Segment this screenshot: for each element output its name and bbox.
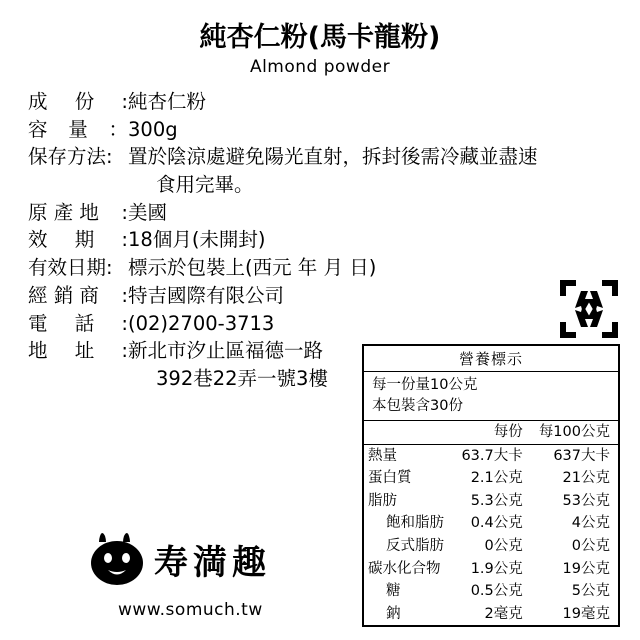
spec-value-address: 新北市汐止區福德一路 [128, 339, 324, 363]
nutrient-per-100g: 0公克 [571, 537, 610, 554]
spec-value-storage-cont: 食用完畢。 [156, 173, 254, 197]
spec-label-address: 地 址 : [28, 339, 128, 363]
spec-row-ingredients [28, 88, 588, 116]
spec-value-ingredients: 純杏仁粉 [128, 90, 207, 113]
nutrient-per-100g: 4公克 [571, 515, 610, 532]
nutrient-per-serving: 2.1公克 [470, 470, 523, 487]
table-row [364, 580, 618, 603]
nutrient-per-serving: 1.9公克 [470, 560, 523, 577]
nutrient-per-100g: 53公克 [562, 492, 610, 509]
page-subtitle: Almond powder [249, 57, 391, 78]
mascot-icon [86, 530, 148, 588]
table-row [364, 535, 618, 558]
spec-value-address-cont: 392巷22弄一號3樓 [156, 366, 328, 390]
spec-value-storage: 置於陰涼處避免陽光直射，拆封後需冷藏並盡速 [128, 145, 538, 169]
table-row [364, 603, 618, 626]
spec-label-distributor: 經 銷 商 : [28, 283, 128, 307]
nutrient-name: 熱量 [368, 447, 397, 464]
table-row [364, 490, 618, 513]
spec-value-shelflife: 18個月(未開封) [128, 228, 266, 252]
spec-row-expiry [28, 254, 588, 282]
spec-label-phone: 電 話 : [28, 311, 128, 335]
spec-value-distributor: 特吉國際有限公司 [128, 283, 285, 307]
nutrient-name: 鈉 [386, 605, 401, 622]
nutrient-per-serving: 2毫克 [484, 605, 523, 622]
recycle-mark-icon [558, 278, 620, 340]
spec-label-shelflife: 效 期 : [28, 228, 128, 252]
nutrient-name: 脂肪 [368, 492, 397, 509]
nutrition-servings-per-pack: 本包裝含30份 [372, 398, 463, 415]
spec-value-expiry: 標示於包裝上(西元 年 月 日) [128, 256, 377, 280]
table-row [364, 444, 618, 467]
nutrient-name: 蛋白質 [368, 470, 412, 487]
nutrition-serving-info [364, 372, 618, 421]
brand-website: www.somuch.tw [118, 600, 263, 620]
table-row [364, 558, 618, 581]
nutrition-header-blank [364, 421, 448, 444]
nutrient-per-serving: 0公克 [484, 537, 523, 554]
nutrient-per-100g: 19公克 [562, 560, 610, 577]
spec-row-distributor [28, 282, 588, 310]
spec-label-netweight: 容 量 ： [28, 117, 128, 141]
spec-label-expiry: 有效日期: [28, 256, 113, 280]
nutrition-values-table [364, 421, 618, 625]
nutrient-per-serving: 63.7大卡 [461, 447, 523, 464]
table-row [364, 512, 618, 535]
nutrient-per-100g: 637大卡 [553, 447, 610, 464]
spec-row-shelflife [28, 226, 588, 254]
nutrient-per-serving: 0.5公克 [470, 583, 523, 600]
nutrition-facts-table [362, 344, 620, 627]
spec-label-ingredients: 成 份 : [28, 90, 128, 113]
nutrient-per-serving: 0.4公克 [470, 515, 523, 532]
nutrient-name: 碳水化合物 [368, 560, 441, 577]
nutrient-per-100g: 21公克 [562, 470, 610, 487]
spec-value-netweight: 300g [128, 117, 178, 141]
nutrient-per-serving: 5.3公克 [470, 492, 523, 509]
spec-label-origin: 原 產 地 : [28, 200, 128, 224]
nutrient-name: 飽和脂肪 [386, 515, 444, 532]
spec-row-netweight [28, 116, 588, 144]
nutrition-serving-size: 每一份量10公克 [372, 377, 478, 393]
nutrition-header-per-serving: 每份 [448, 421, 527, 444]
spec-value-phone: (02)2700-3713 [128, 311, 275, 335]
nutrient-name: 反式脂肪 [386, 537, 444, 554]
nutrient-name: 糖 [386, 583, 401, 600]
spec-row-phone [28, 310, 588, 338]
brand-name: 寿満趣 [154, 542, 271, 583]
spec-row-storage [28, 143, 588, 171]
spec-value-origin: 美國 [128, 200, 168, 224]
table-row [364, 467, 618, 490]
brand-logo [86, 530, 271, 588]
nutrition-title: 營養標示 [364, 346, 618, 372]
page-title: 純杏仁粉(馬卡龍粉) [199, 22, 441, 53]
title-block [0, 0, 640, 77]
nutrition-header-row [364, 421, 618, 444]
nutrition-header-per-100g: 每100公克 [527, 421, 618, 444]
spec-label-storage: 保存方法: [28, 145, 113, 169]
spec-row-origin [28, 199, 588, 227]
nutrient-per-100g: 5公克 [571, 583, 610, 600]
nutrient-per-100g: 19毫克 [562, 605, 610, 622]
